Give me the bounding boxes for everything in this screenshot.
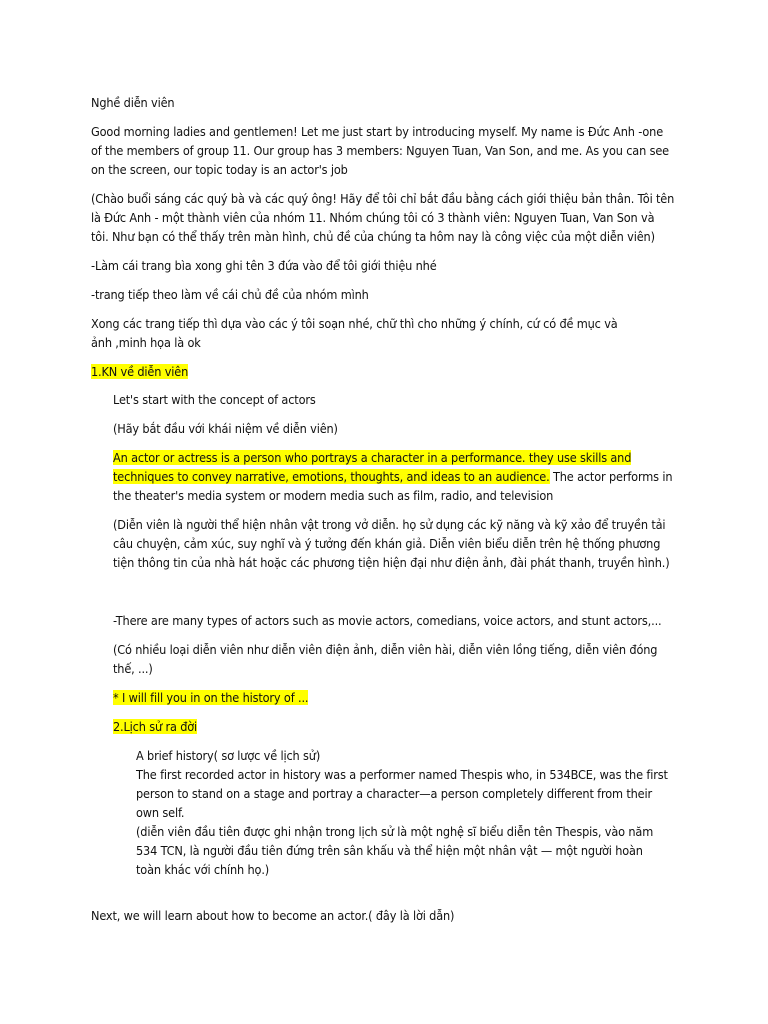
intro-en-line: of the members of group 11. Our group has 3 members: Nguyen Tuan, Van Son, and me. As you can see: [91, 143, 669, 158]
actor-definition: [113, 448, 691, 505]
intro-vi-line: là Đức Anh - một thành viên của nhóm 11. Nhóm chúng tôi có 3 thành viên: Nguyen Tuan, Van Son và: [91, 210, 655, 225]
plain-text: The actor performs in: [549, 469, 673, 484]
intro-english: [91, 122, 691, 179]
definition-vi-line: (Diễn viên là người thể hiện nhân vật trong vở diễn. họ sử dụng các kỹ năng và kỹ xảo để truyền tải: [113, 517, 666, 532]
actor-types-english: -There are many types of actors such as movie actors, comedians, voice actors, and stunt actors,...: [113, 613, 662, 628]
closing-line: Next, we will learn about how to become an actor.( đây là lời dẫn): [91, 908, 455, 923]
note-next-page: -trang tiếp theo làm về cái chủ đề của nhóm mình: [91, 287, 369, 302]
note-line: Xong các trang tiếp thì dựa vào các ý tôi soạn nhé, chữ thì cho những ý chính, cứ có đề mục và: [91, 316, 618, 331]
document-title: Nghề diễn viên: [91, 95, 175, 110]
history-line: A brief history( sơ lược về lịch sử): [136, 748, 321, 763]
note-line: ảnh ,minh họa là ok: [91, 335, 201, 350]
actor-types-vietnamese: [113, 640, 691, 678]
section-2-heading-text: 2.Lịch sử ra đời: [113, 719, 198, 734]
s1-intro-english: Let's start with the concept of actors: [113, 392, 316, 407]
note-following-pages: [91, 314, 691, 352]
history-line: toàn khác với chính họ.): [136, 862, 270, 877]
highlighted-text: techniques to convey narrative, emotions, thoughts, and ideas to an audience.: [113, 469, 550, 484]
actor-definition-vietnamese: [113, 515, 691, 572]
history-line: (diễn viên đầu tiên được ghi nhận trong lịch sử là một nghệ sĩ biểu diễn tên Thespis, vào năm: [136, 824, 654, 839]
intro-vietnamese: [91, 189, 691, 246]
section-1-heading: [91, 362, 691, 381]
intro-vi-line: (Chào buổi sáng các quý bà và các quý ông! Hãy để tôi chỉ bắt đầu bằng cách giới thiệu bản thân. Tôi tên: [91, 191, 675, 206]
actor-definition-line: [113, 448, 691, 467]
history-line: 534 TCN, là người đầu tiên đứng trên sân khấu và thể hiện một nhân vật — một người hoàn: [136, 843, 643, 858]
definition-vi-line: câu chuyện, cảm xúc, suy nghĩ và ý tưởng đến khán giả. Diễn viên biểu diễn trên hệ thống phương: [113, 536, 661, 551]
history-line: own self.: [136, 805, 185, 820]
history-body: [136, 746, 684, 879]
note-cover-page: -Làm cái trang bìa xong ghi tên 3 đứa vào để tôi giới thiệu nhé: [91, 258, 437, 273]
highlighted-text: An actor or actress is a person who portrays a character in a performance. they use skills and: [113, 450, 632, 465]
intro-en-line: on the screen, our topic today is an actor's job: [91, 162, 348, 177]
section-2-heading: [113, 717, 691, 736]
actor-definition-line: the theater's media system or modern media such as film, radio, and television: [113, 488, 554, 503]
section-1-heading-text: 1.KN về diễn viên: [91, 364, 189, 379]
history-line: person to stand on a stage and portray a character—a person completely different from their: [136, 786, 653, 801]
definition-vi-line: tiện thông tin của nhà hát hoặc các phương tiện hiện đại như điện ảnh, đài phát thanh, truyền hình.): [113, 555, 670, 570]
types-vi-line: thế, ...): [113, 661, 153, 676]
actor-definition-line: [113, 467, 691, 486]
s1-intro-vietnamese: (Hãy bắt đầu với khái niệm về diễn viên): [113, 421, 338, 436]
history-transition: [113, 688, 691, 707]
intro-vi-line: tôi. Như bạn có thể thấy trên màn hình, chủ đề của chúng ta hôm nay là công việc của một diễn viên): [91, 229, 655, 244]
history-transition-text: * I will fill you in on the history of ...: [113, 690, 309, 705]
types-vi-line: (Có nhiều loại diễn viên như diễn viên điện ảnh, diễn viên hài, diễn viên lồng tiếng, diễn viên đóng: [113, 642, 658, 657]
intro-en-line: Good morning ladies and gentlemen! Let me just start by introducing myself. My name is Đức Anh -one: [91, 124, 664, 139]
history-line: The first recorded actor in history was a performer named Thespis who, in 534BCE, was the first: [136, 767, 668, 782]
